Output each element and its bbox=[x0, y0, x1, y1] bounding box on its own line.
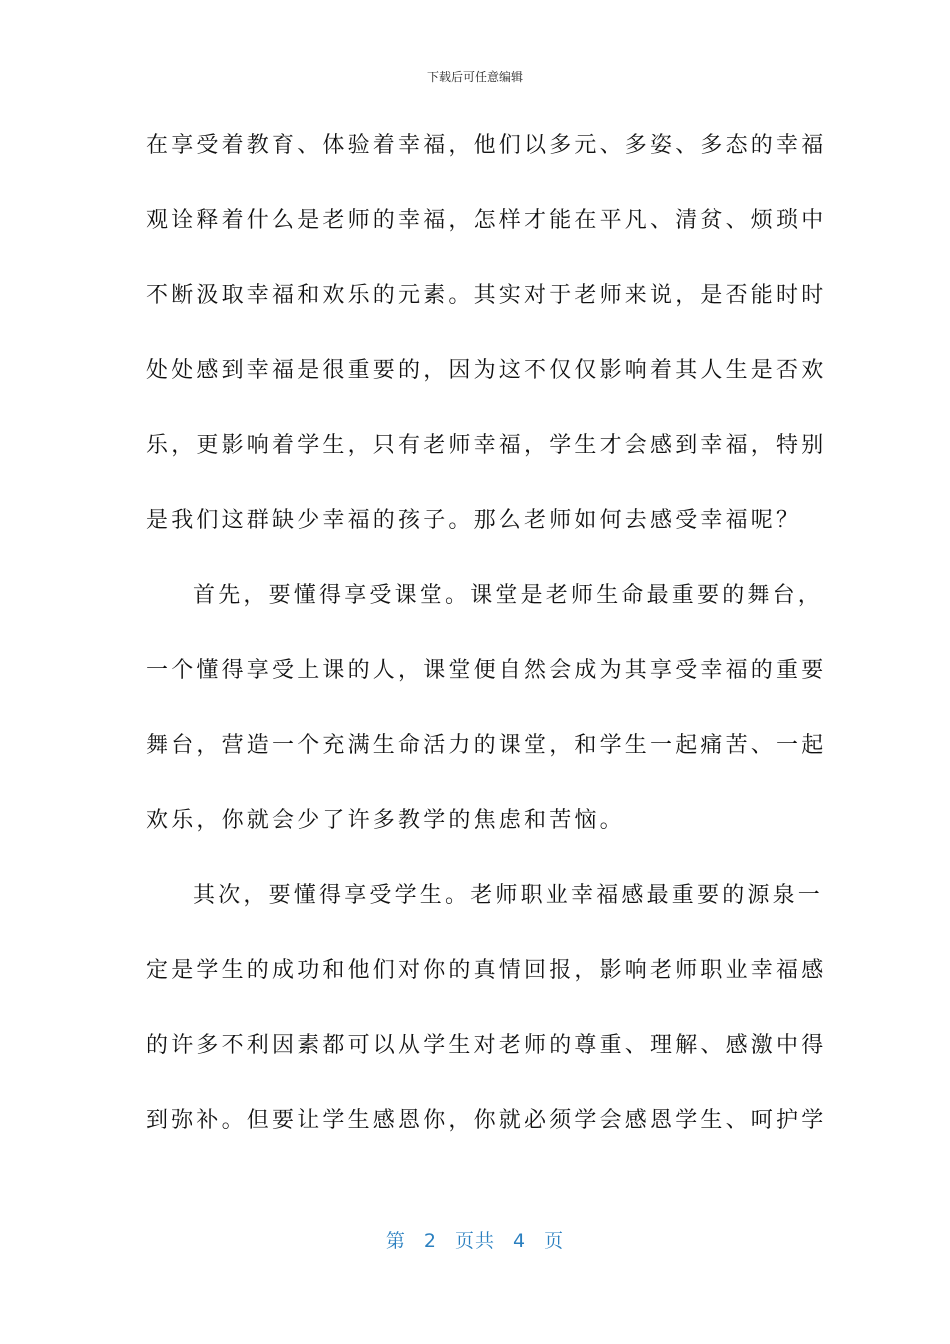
footer-prefix: 第 bbox=[385, 1230, 406, 1252]
text-line: 是我们这群缺少幸福的孩子。那么老师如何去感受幸福呢？ bbox=[146, 508, 802, 533]
text-line: 处处感到幸福是很重要的，因为这不仅仅影响着其人生是否欢 bbox=[146, 358, 827, 383]
text-line: 观诠释着什么是老师的幸福，怎样才能在平凡、清贫、烦琐中 bbox=[146, 208, 827, 233]
text-line: 其次，要懂得享受学生。老师职业幸福感最重要的源泉一 bbox=[193, 883, 824, 908]
text-line: 乐，更影响着学生，只有老师幸福，学生才会感到幸福，特别 bbox=[146, 433, 827, 458]
footer-total-pages: 4 bbox=[513, 1230, 527, 1252]
page-footer bbox=[0, 1226, 950, 1253]
text-line: 在享受着教育、体验着幸福，他们以多元、多姿、多态的幸福 bbox=[146, 133, 827, 158]
footer-suffix: 页 bbox=[544, 1230, 565, 1252]
text-line: 不断汲取幸福和欢乐的元素。其实对于老师来说，是否能时时 bbox=[146, 283, 827, 308]
text-line: 舞台，营造一个充满生命活力的课堂，和学生一起痛苦、一起 bbox=[146, 733, 827, 758]
text-line: 欢乐，你就会少了许多教学的焦虑和苦恼。 bbox=[146, 808, 625, 833]
text-line: 首先，要懂得享受课堂。课堂是老师生命最重要的舞台， bbox=[193, 583, 824, 608]
text-line: 到弥补。但要让学生感恩你，你就必须学会感恩学生、呵护学 bbox=[146, 1108, 827, 1133]
text-line: 定是学生的成功和他们对你的真情回报，影响老师职业幸福感 bbox=[146, 958, 827, 983]
page-header: 下载后可任意编辑 bbox=[426, 70, 523, 84]
footer-middle: 页共 bbox=[454, 1230, 495, 1252]
text-line: 的许多不利因素都可以从学生对老师的尊重、理解、感激中得 bbox=[146, 1033, 827, 1058]
text-line: 一个懂得享受上课的人，课堂便自然会成为其享受幸福的重要 bbox=[146, 658, 827, 683]
footer-current-page: 2 bbox=[423, 1230, 437, 1252]
